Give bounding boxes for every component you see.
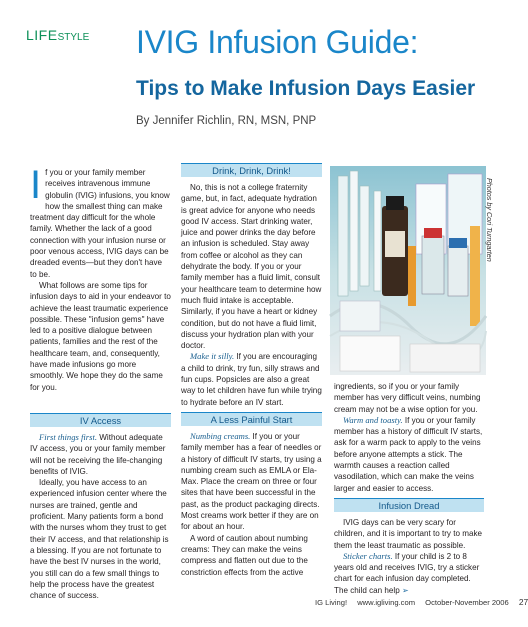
subheading-drink: Drink, Drink, Drink! [181,163,322,177]
footer-magazine: IG Living! [315,598,348,607]
subheading-iv-access: IV Access [30,413,171,427]
column-2 [181,163,322,578]
paragraph: First things first. Without adequate IV access, you or your family member will not be receiving the life-changing benefits of IVIG. [30,431,166,476]
paragraph: A word of caution about numbing creams: They can make the veins compress and flatten out due to the constriction effects from the active [181,533,308,577]
subheading-less-painful: A Less Painful Start [181,412,322,426]
section-tag [26,27,89,45]
page-number: 27 [518,597,528,607]
subheading-infusion-dread: Infusion Dread [334,498,484,512]
paragraph: IVIG days can be very scary for children, and it is important to try to make them the least traumatic as possible. [334,517,482,550]
intro-paragraph: If you or your family member receives intravenous immune globulin (IVIG) infusions, you know how the smallest thing can make treatment day difficult for the whole family. Whether the lack of a good connection with your infusion nurse or poor venous access, IVIG days can be dreaded events—but they don't have to be. [30,163,170,279]
infusion-supplies-photo [330,166,486,375]
paragraph: No, this is not a college fraternity game, but, in fact, adequate hydration is great advice for anyone who needs good IV access. Start drinking water, juice and power drinks the day before an infusion is scheduled. Stay away from coffee or alcohol as they can dehydrate the body. If you or your family member has a fluid limit, consult your healthcare team to determine how much fluid intake is acceptable. Similarly, if you have a heart or kidney condition, but do not have a fluid limit, discuss your hydration plan with your doctor. [181,183,322,351]
paragraph: Numbing creams. If you or your family member has a fear of needles or a history of difficult IV starts, try using a numbing cream such as EMLA or Ela-Max. Place the cream on three or four sites that have been successful in the past, as the product packaging directs. Most creams work better if they are on for about an hour. [181,430,322,532]
column-1 [30,163,171,601]
paragraph: Sticker charts. If your child is 2 to 8 years old and receives IVIG, try a sticker chart for each infusion day completed. The child can help ➢ [334,550,480,595]
footer-url: www.igliving.com [357,598,416,607]
continue-arrow-icon: ➢ [401,585,409,595]
byline: By Jennifer Richlin, RN, MSN, PNP [136,115,317,127]
paragraph: ingredients, so if you or your family member has very difficult veins, numbing cream may not be a wise option for you. [334,382,481,414]
page-footer [315,597,528,607]
photo-credit: Photos by Cori Turngarten [485,178,494,262]
column-3 [334,381,484,596]
paragraph: Warm and toasty. If you or your family member has a history of difficult IV starts, ask for a warm pack to apply to the veins before anyone attempts a stick. The warmth causes a reaction called vasodilation, which can make the veins larger and easier to access. [334,414,483,493]
paragraph: Make it silly. If you are encouraging a child to drink, try fun, silly straws and fun cups. Popsicles are also a great way to let children have fun while trying to hydrate before an IV start. [181,351,322,407]
drop-cap: I [30,163,42,207]
article-subtitle: Tips to Make Infusion Days Easier [136,77,476,100]
section-tag-small: STYLE [57,32,90,43]
paragraph: What follows are some tips for infusion days to aid in your endeavor to achieve the least traumatic experience possible. These "infusion gems" have led to a positive dialogue between patients, families and the rest of the healthcare team, and, consequently, have made infusions go more smoothly. We hope they do the same for you. [30,280,171,392]
article-title: IVIG Infusion Guide: [136,24,419,60]
section-tag-big: LIFE [26,27,58,43]
footer-issue: October-November 2006 [425,598,509,607]
paragraph: Ideally, you have access to an experienced infusion center where the nurses are trained, gentle and proficient. Many patients form a bond with the nurses whom they trust to get their IV access, and that relationship is a blessing. If you are not fortunate to have the best IV nurses in the world, you still can do a few small things to help the process have the greatest chance of success. [30,478,169,601]
